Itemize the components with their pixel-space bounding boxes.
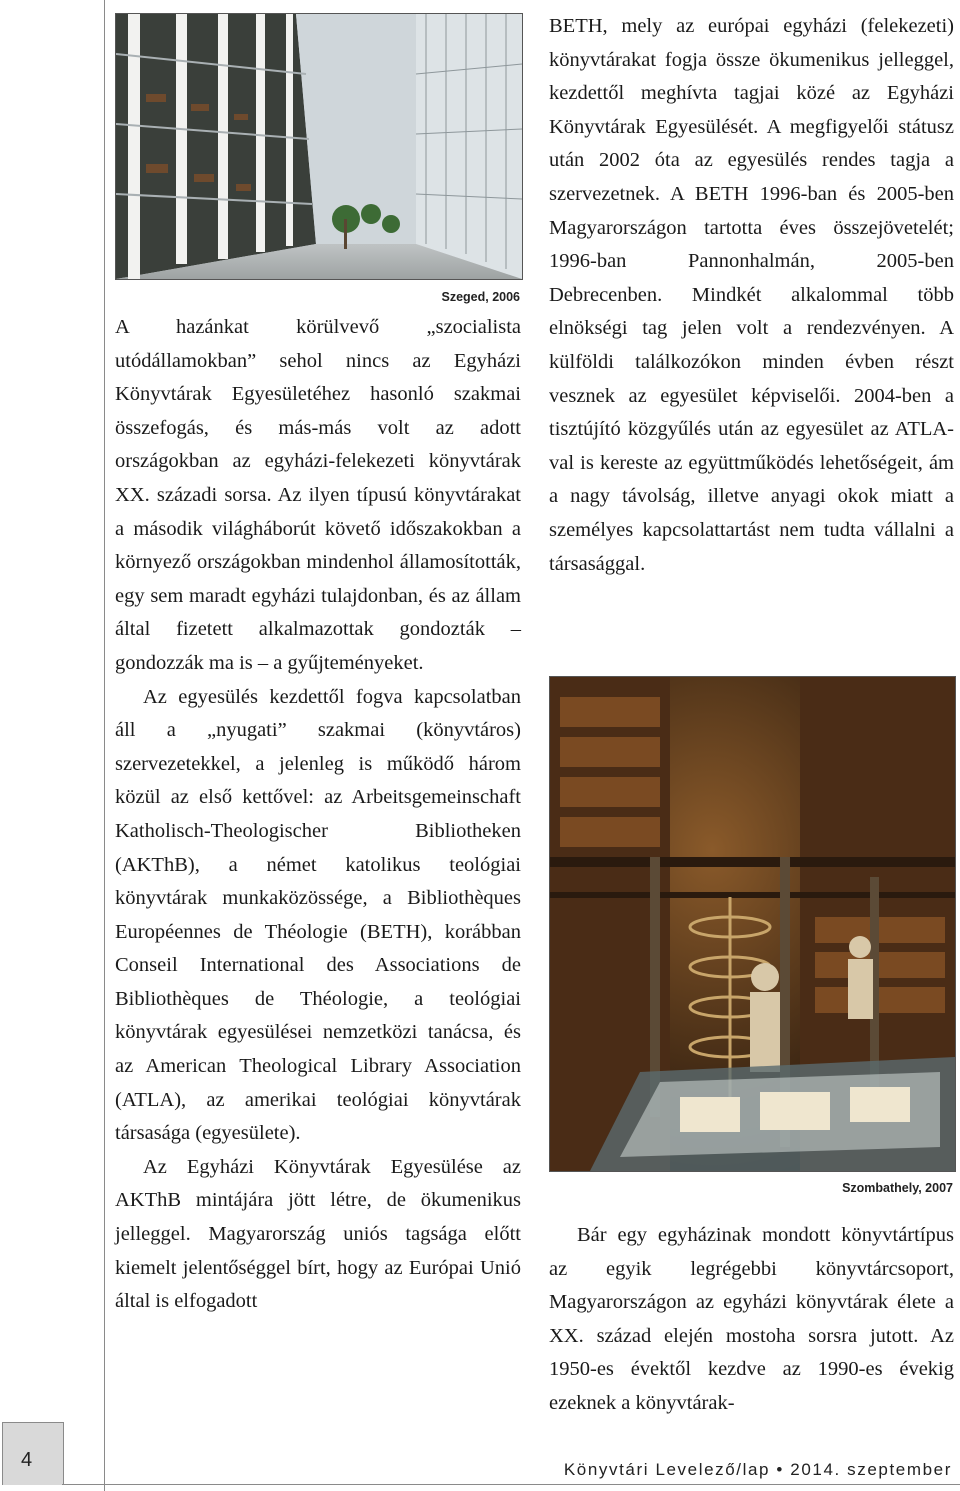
- library-atrium-photo: [115, 13, 523, 280]
- publication-footer: Könyvtári Levelező/lap • 2014. szeptember: [563, 1460, 952, 1479]
- footer-rule: [62, 1484, 960, 1485]
- photo-caption: Szombathely, 2007: [842, 1181, 953, 1195]
- right-column-bottom: [549, 1219, 954, 1421]
- paragraph: Az Egyházi Könyvtárak Egyesülése az AKThB mintájára jött létre, de ökumenikus jelleggel. Magyarország uniós tagsága előtt kiemelt jelentőséggel bírt, hogy az Európai Unió által is elfogadott: [115, 1155, 521, 1313]
- paragraph: BETH, mely az európai egyházi (felekezeti) könyvtárakat fogja össze ökumenikus jelleggel, kezdettől meghívta tagjai közé az Egyházi Könyvtárak Egyesülését. A megfigyelői státusz után 2002 óta az egyesülés rendes tagja a szervezetnek. A BETH 1996-ban és 2005-ben Magyarországon tartotta éves összejövetelét; 1996-ban Pannonhalmán, 2005-ben Debrecenben. Mindkét alkalommal több elnökségi tag jelen volt a rendezvényen. A külföldi találkozókon minden évben részt vesznek az egyesület képviselői. 2004-ben a tisztújító közgyűlés után az egyesület az ATLA-val is kereste az együttműködés lehetőségeit, ám a nagy távolság, illetve anyagi okok miatt a személyes kapcsolattartást nem tudta vállalni a társasággal.: [549, 15, 954, 575]
- historic-library-photo: [549, 676, 956, 1172]
- paragraph: Bár egy egyházinak mondott könyvtártípus az egyik legrégebbi könyvtárcsoport, Magyarországon az egyházi könyvtárak élete a XX. század elején mostoha sorsra jutott. Az 1950-es évektől kezdve az 1990-es évekig ezeknek a könyvtárak-: [549, 1224, 954, 1414]
- photo-caption: Szeged, 2006: [441, 290, 520, 304]
- margin-rule: [104, 0, 105, 1491]
- left-column: [115, 311, 521, 1319]
- paragraph: Az egyesülés kezdettől fogva kapcsolatban áll a „nyugati” szakmai (könyvtáros) szervezetekkel, a jelenleg is működő három közül az első kettővel: az Arbeitsgemeinschaft Katholisch-Theologischer Bibliotheken (AKThB), a német katolikus teológiai könyvtárak munkaközössége, a Bibliothèques Européennes de Théologie (BETH), korábban Conseil International des Associations de Bibliothèques de Théologie, a teológiai könyvtárak egyesülései nemzetközi tanácsa, és az American Theological Library Association (ATLA), az amerikai teológiai könyvtárak társasága (egyesülete).: [115, 685, 521, 1145]
- page-number-box: [2, 1422, 64, 1485]
- right-column-top: [549, 10, 954, 581]
- paragraph: A hazánkat körülvevő „szocialista utódállamokban” sehol nincs az Egyházi Könyvtárak Egyesületéhez hasonló szakmai összefogás, és más-más volt az adott országokban az egyházi-felekezeti könyvtárak XX. századi sorsa. Az ilyen típusú könyvtárakat a második világháborút követő időszakokban a környező országokban mindenhol államosították, egy sem maradt egyházi tulajdonban, és az állam által fizetett alkalmazottak gondozták – gondozzák ma is – a gyűjteményeket.: [115, 316, 521, 674]
- page-number: 4: [21, 1449, 33, 1471]
